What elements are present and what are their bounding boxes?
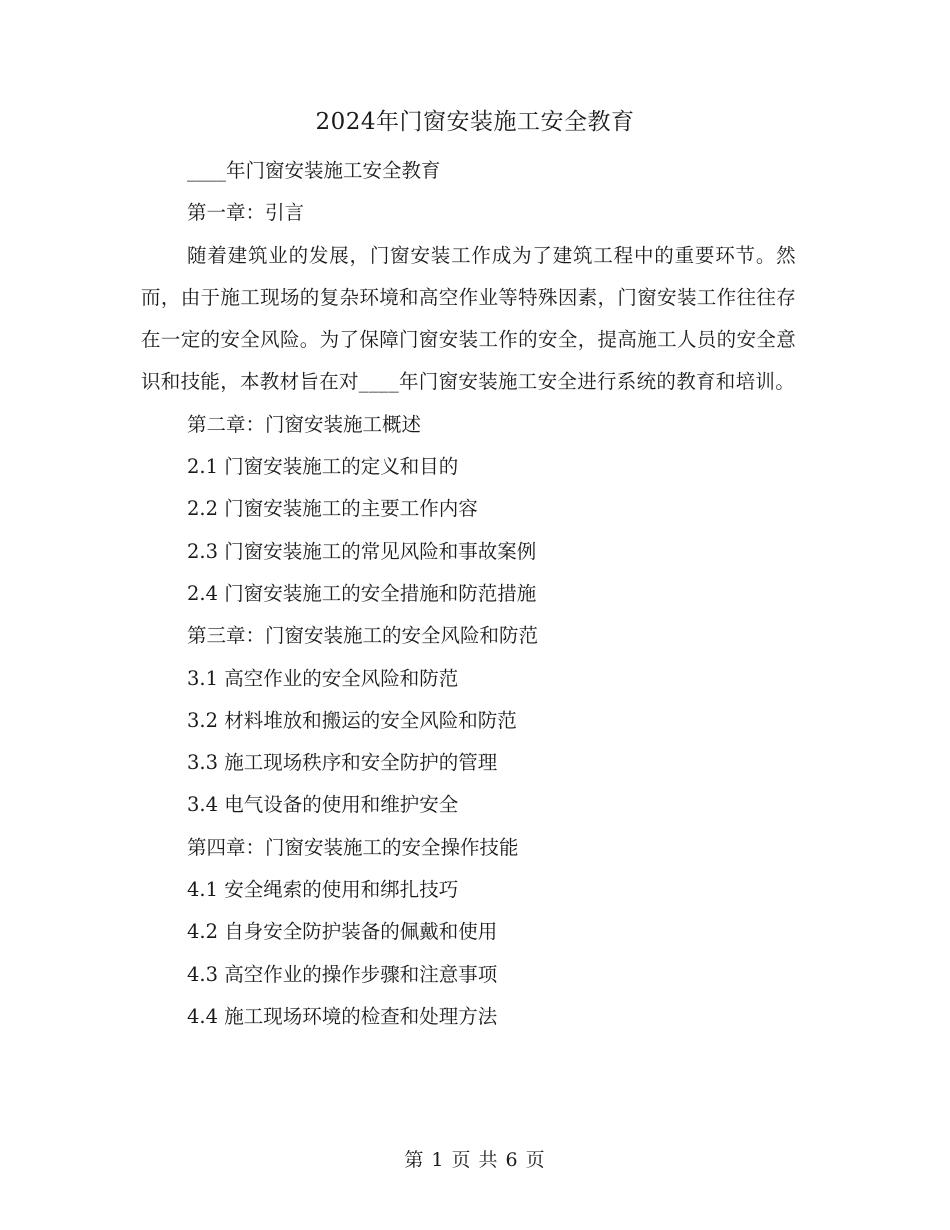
chapter-3-heading: 第三章：门窗安装施工的安全风险和防范 <box>187 624 539 648</box>
section-2-1: 2.1 门窗安装施工的定义和目的 <box>187 455 459 479</box>
section-4-2: 4.2 自身安全防护装备的佩戴和使用 <box>187 920 498 944</box>
section-3-1: 3.1 高空作业的安全风险和防范 <box>187 666 459 690</box>
section-4-1: 4.1 安全绳索的使用和绑扎技巧 <box>187 878 459 902</box>
intro-paragraph: 随着建筑业的发展，门窗安装工作成为了建筑工程中的重要环节。然而，由于施工现场的复杂环境和高空作业等特殊因素，门窗安装工作往往存在一定的安全风险。为了保障门窗安装工作的安全，提高施工人员的安全意识和技能，本教材旨在对____年门窗安装施工安全进行系统的教育和培训。 <box>141 243 796 394</box>
subtitle-line: ____年门窗安装施工安全教育 <box>187 159 441 182</box>
chapter-2-heading: 第二章：门窗安装施工概述 <box>187 412 422 436</box>
chapter-4-heading: 第四章：门窗安装施工的安全操作技能 <box>187 835 519 859</box>
section-2-4: 2.4 门窗安装施工的安全措施和防范措施 <box>187 581 537 605</box>
section-3-2: 3.2 材料堆放和搬运的安全风险和防范 <box>187 708 517 732</box>
section-2-2: 2.2 门窗安装施工的主要工作内容 <box>187 497 478 521</box>
section-3-4: 3.4 电气设备的使用和维护安全 <box>187 793 459 817</box>
section-3-3: 3.3 施工现场秩序和安全防护的管理 <box>187 751 498 775</box>
document-title: 2024年门窗安装施工安全教育 <box>315 109 635 135</box>
page-footer: 第 1 页 共 6 页 <box>404 1149 546 1171</box>
chapter-1-heading: 第一章：引言 <box>187 201 305 225</box>
section-2-3: 2.3 门窗安装施工的常见风险和事故案例 <box>187 539 537 563</box>
document-body <box>141 150 796 1038</box>
section-4-3: 4.3 高空作业的操作步骤和注意事项 <box>187 962 498 986</box>
section-4-4: 4.4 施工现场环境的检查和处理方法 <box>187 1004 498 1028</box>
